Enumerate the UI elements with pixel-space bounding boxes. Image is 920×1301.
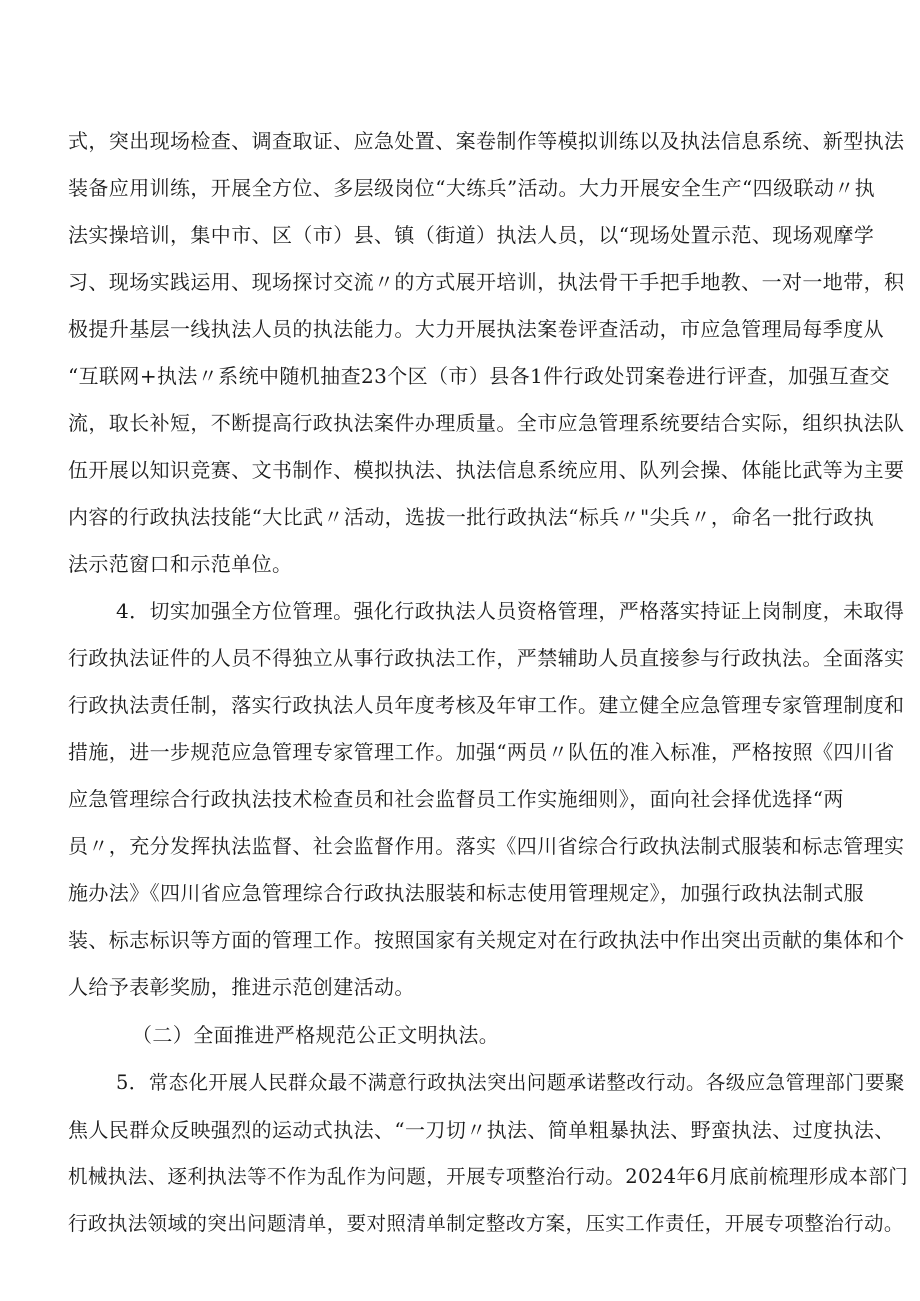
text-line: 伍开展以知识竞赛、文书制作、模拟执法、执法信息系统应用、队列会操、体能比武等为主要 bbox=[68, 458, 905, 482]
text-line: 应急管理综合行政执法技术检查员和社会监督员工作实施细则》，面向社会择优选择“两 bbox=[68, 787, 844, 811]
text-line: 装备应用训练，开展全方位、多层级岗位“大练兵”活动。大力开展安全生产“四级联动〃执 bbox=[68, 176, 876, 200]
text-line: 式，突出现场检查、调查取证、应急处置、案卷制作等模拟训练以及执法信息系统、新型执法 bbox=[68, 129, 905, 153]
text-line: 员〃，充分发挥执法监督、社会监督作用。落实《四川省综合行政执法制式服装和标志管理实 bbox=[68, 834, 905, 858]
paragraph-heading: 5．常态化开展人民群众最不满意行政执法突出问题承诺整改行动。各级应急管理部门要聚 bbox=[116, 1071, 905, 1094]
text-line: 焦人民群众反映强烈的运动式执法、“一刀切〃执法、简单粗暴执法、野蛮执法、过度执法、 bbox=[68, 1118, 895, 1142]
text-line: 装、标志标识等方面的管理工作。按照国家有关规定对在行政执法中作出突出贡献的集体和个 bbox=[68, 928, 905, 952]
text-line: 法示范窗口和示范单位。 bbox=[68, 552, 293, 576]
text-line: 行政执法责任制，落实行政执法人员年度考核及年审工作。建立健全应急管理专家管理制度和 bbox=[68, 693, 905, 717]
text-line: 行政执法领域的突出问题清单，要对照清单制定整改方案，压实工作责任，开展专项整治行动。 bbox=[68, 1212, 904, 1235]
text-line: 施办法》《四川省应急管理综合行政执法服装和标志使用管理规定》，加强行政执法制式服 bbox=[68, 881, 864, 905]
text-line: 机械执法、逐利执法等不作为乱作为问题，开展专项整治行动。2024年6月底前梳理形成本部门 bbox=[68, 1165, 909, 1188]
text-line: 内容的行政执法技能“大比武〃活动，选拔一批行政执法“标兵〃"尖兵〃，命名一批行政执 bbox=[68, 505, 875, 529]
paragraph-heading: 4．切实加强全方位管理。强化行政执法人员资格管理，严格落实持证上岗制度，未取得 bbox=[116, 599, 905, 623]
text-line: 人给予表彰奖励，推进示范创建活动。 bbox=[68, 975, 415, 999]
text-line: 措施，进一步规范应急管理专家管理工作。加强“两员〃队伍的准入标准，严格按照《四川省 bbox=[68, 740, 895, 764]
text-line: “互联网+执法〃系统中随机抽查23个区（市）县各1件行政处罚案卷进行评查，加强互查交 bbox=[68, 364, 890, 388]
section-heading: （二）全面推进严格规范公正文明执法。 bbox=[132, 1023, 500, 1047]
text-line: 法实操培训，集中市、区（市）县、镇（街道）执法人员，以“现场处置示范、现场观摩学 bbox=[68, 223, 875, 247]
text-line: 行政执法证件的人员不得独立从事行政执法工作，严禁辅助人员直接参与行政执法。全面落实 bbox=[68, 646, 905, 670]
text-line: 习、现场实践运用、现场探讨交流〃的方式展开培训，执法骨干手把手地教、一对一地带，积 bbox=[68, 270, 905, 294]
text-line: 极提升基层一线执法人员的执法能力。大力开展执法案卷评查活动，市应急管理局每季度从 bbox=[68, 317, 884, 341]
text-line: 流，取长补短，不断提高行政执法案件办理质量。全市应急管理系统要结合实际，组织执法队 bbox=[68, 411, 905, 435]
